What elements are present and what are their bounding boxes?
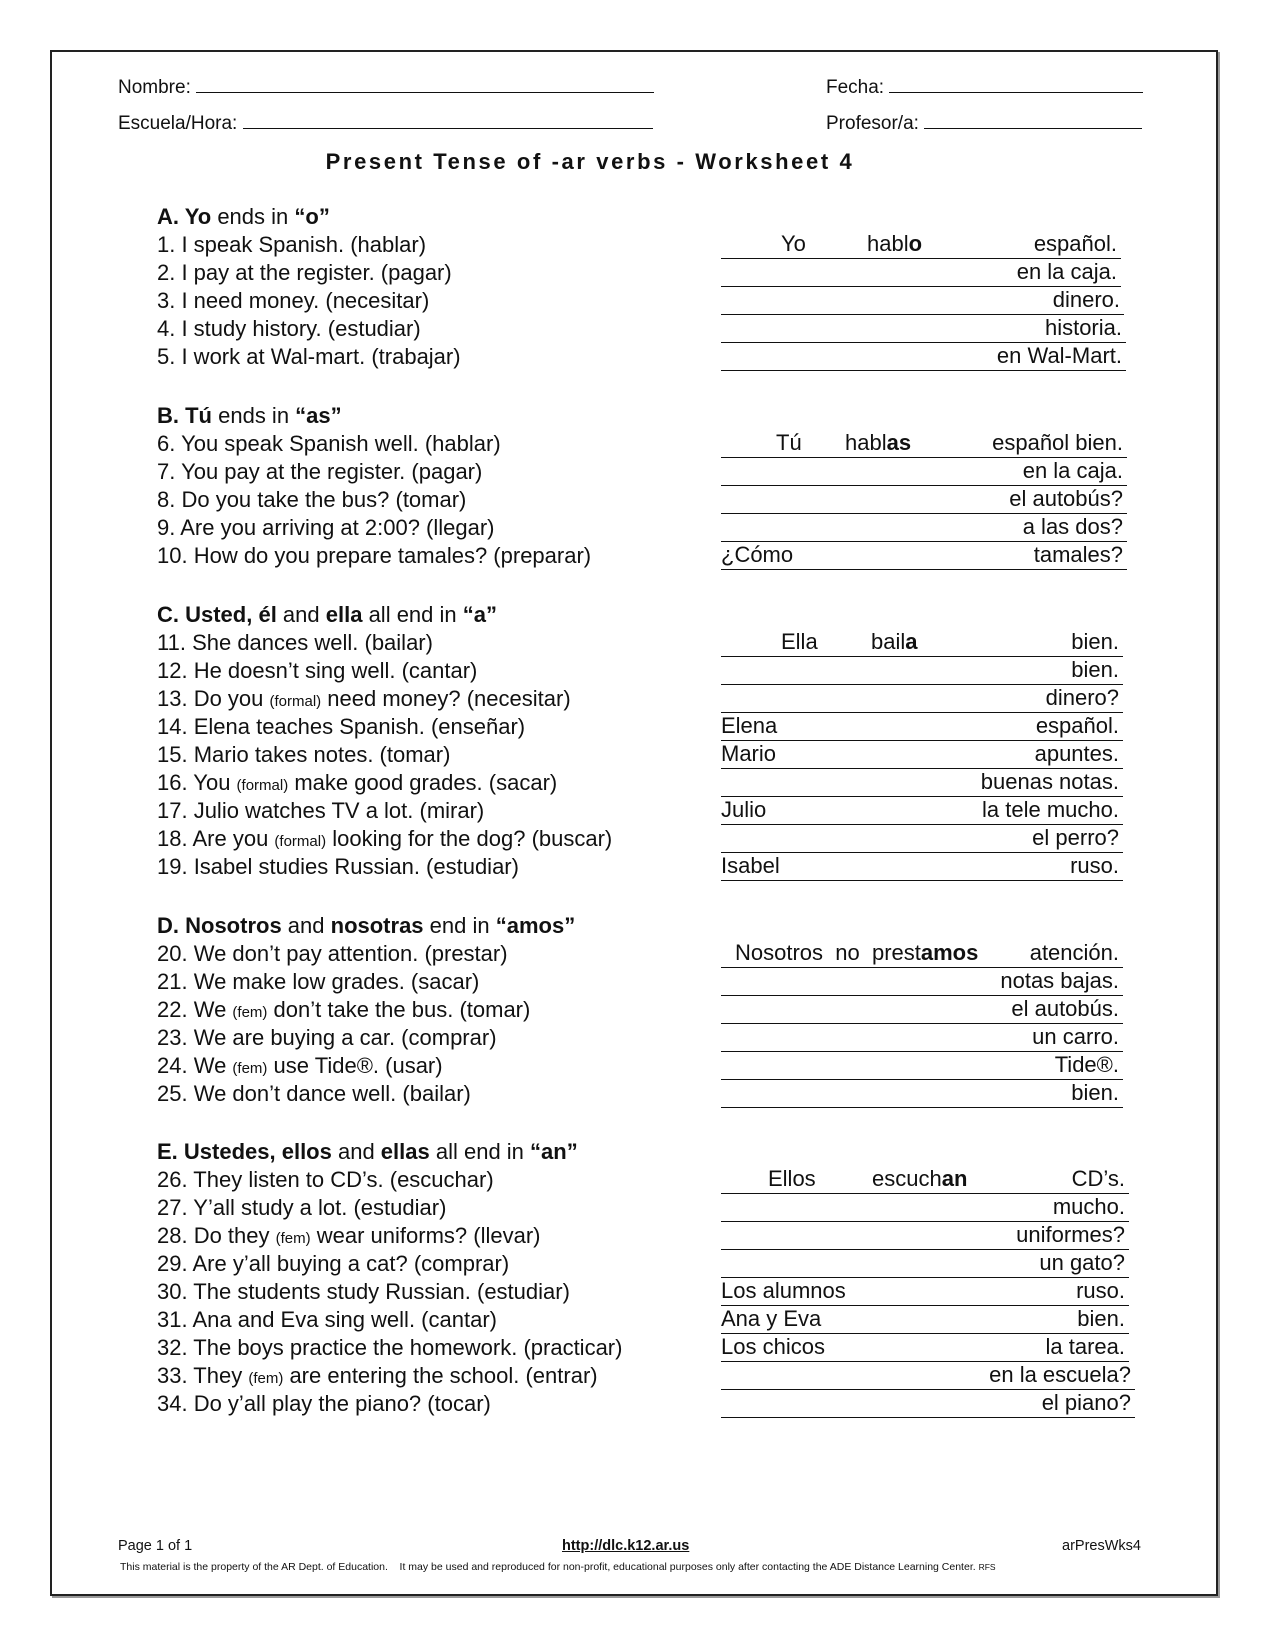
answer-line-21[interactable]: notas bajas. [721,970,1123,996]
answer-line-15[interactable]: Mario apuntes. [721,743,1123,769]
answer-line-27[interactable]: mucho. [721,1196,1129,1222]
answer-line-24[interactable]: Tide®. [721,1054,1123,1080]
teacher-line[interactable] [924,110,1142,129]
answer-line-31[interactable]: Ana y Eva bien. [721,1308,1129,1334]
section-d-heading: D. Nosotros and nosotras end in “amos” [157,913,576,938]
question-5: 5. I work at Wal-mart. (trabajar) [157,344,461,369]
question-14: 14. Elena teaches Spanish. (enseñar) [157,714,526,739]
section-b-heading: B. Tú ends in “as” [157,403,342,428]
question-16: 16. You (formal) make good grades. (sacar) [157,770,558,795]
question-11: 11. She dances well. (bailar) [157,630,433,655]
answer-line-3[interactable]: dinero. [721,289,1124,315]
question-19: 19. Isabel studies Russian. (estudiar) [157,854,519,879]
answer-line-14[interactable]: Elena español. [721,715,1123,741]
question-2: 2. I pay at the register. (pagar) [157,260,452,285]
school-label: Escuela/Hora: [118,113,238,134]
question-10: 10. How do you prepare tamales? (preparar) [157,543,592,568]
question-23: 23. We are buying a car. (comprar) [157,1025,497,1050]
answer-line-28[interactable]: uniformes? [721,1224,1129,1250]
section-e-heading: E. Ustedes, ellos and ellas all end in “an” [157,1139,578,1164]
name-field[interactable] [118,74,654,99]
answer-line-20[interactable]: Nosotros no prestamos atención. [721,942,1123,968]
school-line[interactable] [243,110,653,129]
question-17: 17. Julio watches TV a lot. (mirar) [157,798,485,823]
footer-link[interactable]: http://dlc.k12.ar.us [562,1538,690,1554]
question-1: 1. I speak Spanish. (hablar) [157,232,427,257]
question-29: 29. Are y’all buying a cat? (comprar) [157,1251,510,1276]
name-label: Nombre: [118,77,191,98]
answer-line-29[interactable]: un gato? [721,1252,1129,1278]
answer-line-22[interactable]: el autobús. [721,998,1123,1024]
copyright-notice: This material is the property of the AR Dept. of Education. It may be used and reproduced for non-profit, educational purposes only after contacting the ADE Distance Learning Center. RFS [120,1561,996,1573]
question-24: 24. We (fem) use Tide®. (usar) [157,1053,443,1078]
question-20: 20. We don’t pay attention. (prestar) [157,941,508,966]
answer-line-30[interactable]: Los alumnos ruso. [721,1280,1129,1306]
question-32: 32. The boys practice the homework. (practicar) [157,1335,623,1360]
worksheet-title: Present Tense of -ar verbs - Worksheet 4 [325,149,855,174]
question-7: 7. You pay at the register. (pagar) [157,459,483,484]
page-number: Page 1 of 1 [118,1538,193,1554]
question-3: 3. I need money. (necesitar) [157,288,430,313]
question-13: 13. Do you (formal) need money? (necesitar) [157,686,571,711]
answer-line-11[interactable]: Ella baila bien. [721,631,1123,657]
teacher-field[interactable] [826,110,1142,135]
answer-line-25[interactable]: bien. [721,1082,1123,1108]
section-a-heading: A. Yo ends in “o” [157,204,330,229]
answer-line-13[interactable]: dinero? [721,687,1123,713]
answer-line-12[interactable]: bien. [721,659,1123,685]
answer-line-26[interactable]: Ellos escuchan CD’s. [721,1168,1129,1194]
answer-line-4[interactable]: historia. [721,317,1126,343]
teacher-label: Profesor/a: [826,113,919,134]
answer-line-2[interactable]: en la caja. [721,261,1121,287]
question-18: 18. Are you (formal) looking for the dog? (buscar) [157,826,613,851]
answer-line-8[interactable]: el autobús? [721,488,1127,514]
question-28: 28. Do they (fem) wear uniforms? (llevar) [157,1223,541,1248]
answer-line-10[interactable]: ¿Cómo tamales? [721,544,1127,570]
question-30: 30. The students study Russian. (estudiar) [157,1279,570,1304]
school-field[interactable] [118,110,653,135]
date-label: Fecha: [826,77,885,98]
answer-line-23[interactable]: un carro. [721,1026,1123,1052]
answer-line-16[interactable]: buenas notas. [721,771,1123,797]
question-12: 12. He doesn’t sing well. (cantar) [157,658,478,683]
question-8: 8. Do you take the bus? (tomar) [157,487,467,512]
name-line[interactable] [196,74,654,93]
section-c-heading: C. Usted, él and ella all end in “a” [157,602,497,627]
answer-line-6[interactable]: Tú hablas español bien. [721,432,1127,458]
worksheet-code: arPresWks4 [1062,1538,1141,1554]
question-6: 6. You speak Spanish well. (hablar) [157,431,501,456]
answer-line-5[interactable]: en Wal-Mart. [721,345,1126,371]
date-line[interactable] [889,74,1143,93]
answer-line-33[interactable]: en la escuela? [721,1364,1135,1390]
answer-line-17[interactable]: Julio la tele mucho. [721,799,1123,825]
date-field[interactable] [826,74,1143,99]
question-26: 26. They listen to CD’s. (escuchar) [157,1167,494,1192]
question-15: 15. Mario takes notes. (tomar) [157,742,451,767]
question-21: 21. We make low grades. (sacar) [157,969,480,994]
question-25: 25. We don’t dance well. (bailar) [157,1081,471,1106]
answer-line-32[interactable]: Los chicos la tarea. [721,1336,1129,1362]
question-9: 9. Are you arriving at 2:00? (llegar) [157,515,495,540]
answer-line-18[interactable]: el perro? [721,827,1123,853]
question-33: 33. They (fem) are entering the school. (entrar) [157,1363,598,1388]
question-27: 27. Y’all study a lot. (estudiar) [157,1195,447,1220]
question-34: 34. Do y’all play the piano? (tocar) [157,1391,491,1416]
answer-line-1[interactable]: Yo hablo español. [721,233,1121,259]
question-4: 4. I study history. (estudiar) [157,316,421,341]
answer-line-7[interactable]: en la caja. [721,460,1127,486]
question-22: 22. We (fem) don’t take the bus. (tomar) [157,997,531,1022]
answer-line-19[interactable]: Isabel ruso. [721,855,1123,881]
answer-line-34[interactable]: el piano? [721,1392,1135,1418]
question-31: 31. Ana and Eva sing well. (cantar) [157,1307,497,1332]
answer-line-9[interactable]: a las dos? [721,516,1127,542]
